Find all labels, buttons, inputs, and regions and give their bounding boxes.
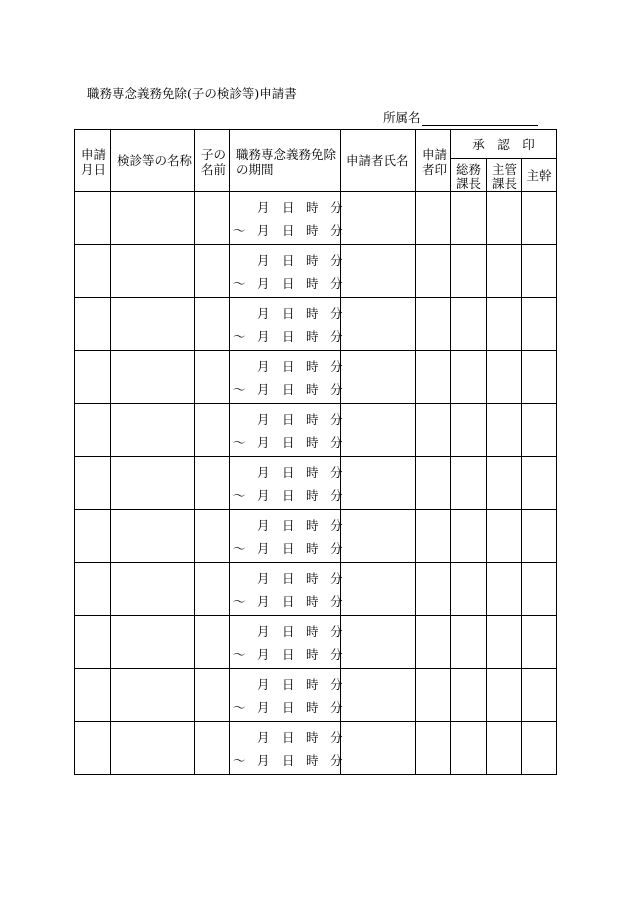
unit-hour: 時	[306, 594, 319, 609]
table-row	[75, 192, 557, 245]
unit-month: 月	[257, 465, 270, 480]
period-cell	[230, 510, 341, 563]
exam-name-cell[interactable]	[111, 616, 195, 669]
period-start-line[interactable]	[230, 198, 343, 215]
unit-month: 月	[257, 276, 270, 291]
exam-name-cell[interactable]	[111, 245, 195, 298]
general-manager-seal-cell[interactable]	[451, 563, 487, 616]
header-chief: 主幹	[522, 159, 557, 192]
unit-day: 日	[282, 329, 295, 344]
unit-hour: 時	[306, 253, 319, 268]
exam-name-cell[interactable]	[111, 669, 195, 722]
tilde-mark: ～	[233, 435, 246, 450]
table-row	[75, 457, 557, 510]
tilde-mark: ～	[233, 700, 246, 715]
period-end-line[interactable]	[230, 274, 343, 291]
unit-month: 月	[257, 435, 270, 450]
period-start-line[interactable]	[230, 675, 343, 692]
header-exam-name: 検診等の名称	[111, 130, 195, 192]
header-applicant-name: 申請者氏名	[341, 130, 416, 192]
child-name-cell[interactable]	[195, 192, 230, 245]
general-manager-seal-cell[interactable]	[451, 616, 487, 669]
unit-day: 日	[282, 624, 295, 639]
section-manager-seal-cell[interactable]	[487, 563, 522, 616]
table-row	[75, 351, 557, 404]
period-start-line[interactable]	[230, 463, 343, 480]
period-cell	[230, 351, 341, 404]
general-manager-seal-cell[interactable]	[451, 722, 487, 775]
seal-cell[interactable]	[416, 616, 451, 669]
unit-day: 日	[282, 730, 295, 745]
section-manager-seal-cell[interactable]	[487, 351, 522, 404]
unit-month: 月	[257, 541, 270, 556]
exam-name-cell[interactable]	[111, 510, 195, 563]
general-manager-seal-cell[interactable]	[451, 457, 487, 510]
unit-day: 日	[282, 677, 295, 692]
header-child-name-line1: 子の	[201, 147, 227, 162]
period-end-line[interactable]	[230, 221, 343, 238]
header-date	[75, 130, 111, 192]
unit-hour: 時	[306, 306, 319, 321]
period-cell	[230, 192, 341, 245]
unit-hour: 時	[306, 753, 319, 768]
tilde-mark: ～	[233, 541, 246, 556]
child-name-cell[interactable]	[195, 245, 230, 298]
unit-hour: 時	[306, 465, 319, 480]
child-name-cell[interactable]	[195, 404, 230, 457]
period-cell	[230, 563, 341, 616]
unit-minute: 分	[330, 435, 343, 450]
unit-hour: 時	[306, 223, 319, 238]
period-start-line[interactable]	[230, 410, 343, 427]
exam-name-cell[interactable]	[111, 192, 195, 245]
exam-name-cell[interactable]	[111, 457, 195, 510]
chief-seal-cell[interactable]	[522, 563, 557, 616]
unit-minute: 分	[330, 677, 343, 692]
affiliation-input-line[interactable]	[422, 111, 538, 126]
applicant-name-cell[interactable]	[341, 510, 416, 563]
tilde-mark: ～	[233, 382, 246, 397]
period-cell	[230, 298, 341, 351]
unit-month: 月	[257, 306, 270, 321]
period-cell	[230, 457, 341, 510]
general-manager-seal-cell[interactable]	[451, 510, 487, 563]
seal-cell[interactable]	[416, 245, 451, 298]
date-cell[interactable]	[75, 510, 111, 563]
unit-month: 月	[257, 253, 270, 268]
exam-name-cell[interactable]	[111, 404, 195, 457]
section-manager-seal-cell[interactable]	[487, 510, 522, 563]
period-end-line[interactable]	[230, 486, 343, 503]
header-child-name-line2: 名前	[201, 162, 227, 177]
period-end-line[interactable]	[230, 698, 343, 715]
unit-day: 日	[282, 223, 295, 238]
unit-day: 日	[282, 465, 295, 480]
unit-minute: 分	[330, 541, 343, 556]
unit-minute: 分	[330, 647, 343, 662]
date-cell[interactable]	[75, 192, 111, 245]
section-manager-seal-cell[interactable]	[487, 192, 522, 245]
unit-hour: 時	[306, 624, 319, 639]
unit-month: 月	[257, 488, 270, 503]
unit-hour: 時	[306, 435, 319, 450]
unit-hour: 時	[306, 382, 319, 397]
table-row	[75, 563, 557, 616]
unit-day: 日	[282, 359, 295, 374]
seal-cell[interactable]	[416, 192, 451, 245]
unit-month: 月	[257, 594, 270, 609]
unit-day: 日	[282, 382, 295, 397]
unit-hour: 時	[306, 700, 319, 715]
header-approval: 承 認 印	[451, 130, 557, 159]
general-manager-seal-cell[interactable]	[451, 245, 487, 298]
tilde-mark: ～	[233, 223, 246, 238]
unit-minute: 分	[330, 253, 343, 268]
table-row	[75, 404, 557, 457]
tilde-mark: ～	[233, 488, 246, 503]
exam-name-cell[interactable]	[111, 722, 195, 775]
form-title: 職務専念義務免除(子の検診等)申請書	[87, 86, 297, 101]
table-row	[75, 298, 557, 351]
unit-day: 日	[282, 412, 295, 427]
unit-hour: 時	[306, 488, 319, 503]
period-end-line[interactable]	[230, 380, 343, 397]
unit-minute: 分	[330, 223, 343, 238]
period-start-line[interactable]	[230, 357, 343, 374]
period-end-line[interactable]	[230, 539, 343, 556]
header-applicant-seal-line1: 申請	[422, 147, 448, 162]
section-manager-seal-cell[interactable]	[487, 457, 522, 510]
chief-seal-cell[interactable]	[522, 245, 557, 298]
date-cell[interactable]	[75, 616, 111, 669]
unit-minute: 分	[330, 276, 343, 291]
header-date-line2: 月日	[81, 162, 107, 177]
section-manager-seal-cell[interactable]	[487, 245, 522, 298]
unit-hour: 時	[306, 677, 319, 692]
unit-month: 月	[257, 518, 270, 533]
unit-day: 日	[282, 488, 295, 503]
unit-day: 日	[282, 253, 295, 268]
child-name-cell[interactable]	[195, 351, 230, 404]
unit-day: 日	[282, 518, 295, 533]
seal-cell[interactable]	[416, 298, 451, 351]
section-manager-seal-cell[interactable]	[487, 616, 522, 669]
unit-minute: 分	[330, 382, 343, 397]
seal-cell[interactable]	[416, 404, 451, 457]
table-row	[75, 722, 557, 775]
unit-minute: 分	[330, 753, 343, 768]
period-end-line[interactable]	[230, 433, 343, 450]
unit-minute: 分	[330, 488, 343, 503]
header-general-manager	[451, 159, 487, 192]
header-section-manager-line1: 主管	[492, 162, 518, 177]
unit-hour: 時	[306, 359, 319, 374]
applicant-name-cell[interactable]	[341, 563, 416, 616]
section-manager-seal-cell[interactable]	[487, 404, 522, 457]
unit-day: 日	[282, 700, 295, 715]
unit-minute: 分	[330, 518, 343, 533]
header-period-line2: の期間	[236, 162, 274, 177]
table-row	[75, 245, 557, 298]
header-applicant-seal-line2: 者印	[422, 162, 448, 177]
unit-hour: 時	[306, 412, 319, 427]
unit-day: 日	[282, 753, 295, 768]
date-cell[interactable]	[75, 669, 111, 722]
unit-month: 月	[257, 730, 270, 745]
unit-day: 日	[282, 594, 295, 609]
general-manager-seal-cell[interactable]	[451, 351, 487, 404]
child-name-cell[interactable]	[195, 563, 230, 616]
unit-month: 月	[257, 412, 270, 427]
unit-day: 日	[282, 571, 295, 586]
unit-minute: 分	[330, 329, 343, 344]
unit-hour: 時	[306, 541, 319, 556]
seal-cell[interactable]	[416, 351, 451, 404]
date-cell[interactable]	[75, 722, 111, 775]
unit-minute: 分	[330, 465, 343, 480]
unit-month: 月	[257, 677, 270, 692]
unit-month: 月	[257, 329, 270, 344]
applicant-name-cell[interactable]	[341, 616, 416, 669]
unit-month: 月	[257, 571, 270, 586]
unit-month: 月	[257, 200, 270, 215]
chief-seal-cell[interactable]	[522, 351, 557, 404]
unit-minute: 分	[330, 571, 343, 586]
general-manager-seal-cell[interactable]	[451, 192, 487, 245]
affiliation-label: 所属名	[383, 110, 421, 125]
exam-name-cell[interactable]	[111, 298, 195, 351]
exam-name-cell[interactable]	[111, 351, 195, 404]
period-cell	[230, 669, 341, 722]
period-cell	[230, 616, 341, 669]
affiliation-field	[383, 108, 538, 126]
chief-seal-cell[interactable]	[522, 510, 557, 563]
unit-month: 月	[257, 223, 270, 238]
applicant-name-cell[interactable]	[341, 298, 416, 351]
chief-seal-cell[interactable]	[522, 616, 557, 669]
unit-month: 月	[257, 382, 270, 397]
unit-hour: 時	[306, 571, 319, 586]
unit-hour: 時	[306, 647, 319, 662]
seal-cell[interactable]	[416, 563, 451, 616]
seal-cell[interactable]	[416, 669, 451, 722]
unit-day: 日	[282, 306, 295, 321]
unit-day: 日	[282, 435, 295, 450]
header-period	[230, 130, 341, 192]
unit-month: 月	[257, 753, 270, 768]
period-start-line[interactable]	[230, 251, 343, 268]
header-child-name	[195, 130, 230, 192]
application-table	[74, 129, 557, 775]
exam-name-cell[interactable]	[111, 563, 195, 616]
header-period-line1: 職務専念義務免除	[236, 147, 337, 162]
date-cell[interactable]	[75, 404, 111, 457]
applicant-name-cell[interactable]	[341, 404, 416, 457]
unit-hour: 時	[306, 518, 319, 533]
unit-month: 月	[257, 647, 270, 662]
applicant-name-cell[interactable]	[341, 245, 416, 298]
period-cell	[230, 404, 341, 457]
period-start-line[interactable]	[230, 516, 343, 533]
tilde-mark: ～	[233, 276, 246, 291]
section-manager-seal-cell[interactable]	[487, 722, 522, 775]
general-manager-seal-cell[interactable]	[451, 669, 487, 722]
header-section-manager-line2: 課長	[492, 176, 518, 191]
unit-hour: 時	[306, 730, 319, 745]
table-row	[75, 616, 557, 669]
child-name-cell[interactable]	[195, 298, 230, 351]
general-manager-seal-cell[interactable]	[451, 404, 487, 457]
unit-day: 日	[282, 200, 295, 215]
unit-minute: 分	[330, 359, 343, 374]
chief-seal-cell[interactable]	[522, 298, 557, 351]
seal-cell[interactable]	[416, 722, 451, 775]
unit-day: 日	[282, 541, 295, 556]
child-name-cell[interactable]	[195, 457, 230, 510]
period-start-line[interactable]	[230, 304, 343, 321]
unit-hour: 時	[306, 276, 319, 291]
chief-seal-cell[interactable]	[522, 192, 557, 245]
section-manager-seal-cell[interactable]	[487, 669, 522, 722]
header-section-manager	[487, 159, 522, 192]
unit-day: 日	[282, 647, 295, 662]
applicant-name-cell[interactable]	[341, 192, 416, 245]
unit-month: 月	[257, 359, 270, 374]
seal-cell[interactable]	[416, 457, 451, 510]
period-end-line[interactable]	[230, 751, 343, 768]
section-manager-seal-cell[interactable]	[487, 298, 522, 351]
child-name-cell[interactable]	[195, 669, 230, 722]
chief-seal-cell[interactable]	[522, 669, 557, 722]
period-start-line[interactable]	[230, 569, 343, 586]
unit-minute: 分	[330, 594, 343, 609]
period-start-line[interactable]	[230, 728, 343, 745]
tilde-mark: ～	[233, 594, 246, 609]
tilde-mark: ～	[233, 753, 246, 768]
date-cell[interactable]	[75, 351, 111, 404]
chief-seal-cell[interactable]	[522, 722, 557, 775]
chief-seal-cell[interactable]	[522, 457, 557, 510]
unit-minute: 分	[330, 200, 343, 215]
header-general-manager-line2: 課長	[456, 176, 482, 191]
period-cell	[230, 245, 341, 298]
unit-minute: 分	[330, 412, 343, 427]
date-cell[interactable]	[75, 563, 111, 616]
date-cell[interactable]	[75, 245, 111, 298]
unit-month: 月	[257, 624, 270, 639]
unit-minute: 分	[330, 306, 343, 321]
date-cell[interactable]	[75, 457, 111, 510]
applicant-name-cell[interactable]	[341, 351, 416, 404]
seal-cell[interactable]	[416, 510, 451, 563]
header-general-manager-line1: 総務	[456, 162, 482, 177]
chief-seal-cell[interactable]	[522, 404, 557, 457]
period-start-line[interactable]	[230, 622, 343, 639]
unit-minute: 分	[330, 730, 343, 745]
unit-day: 日	[282, 276, 295, 291]
header-applicant-seal	[416, 130, 451, 192]
tilde-mark: ～	[233, 329, 246, 344]
table-row	[75, 669, 557, 722]
table-row	[75, 510, 557, 563]
general-manager-seal-cell[interactable]	[451, 298, 487, 351]
period-end-line[interactable]	[230, 592, 343, 609]
unit-minute: 分	[330, 624, 343, 639]
date-cell[interactable]	[75, 298, 111, 351]
unit-minute: 分	[330, 700, 343, 715]
unit-month: 月	[257, 700, 270, 715]
unit-hour: 時	[306, 200, 319, 215]
header-date-line1: 申請	[81, 147, 107, 162]
applicant-name-cell[interactable]	[341, 722, 416, 775]
tilde-mark: ～	[233, 647, 246, 662]
applicant-name-cell[interactable]	[341, 457, 416, 510]
period-end-line[interactable]	[230, 327, 343, 344]
child-name-cell[interactable]	[195, 722, 230, 775]
child-name-cell[interactable]	[195, 616, 230, 669]
child-name-cell[interactable]	[195, 510, 230, 563]
period-cell	[230, 722, 341, 775]
period-end-line[interactable]	[230, 645, 343, 662]
unit-hour: 時	[306, 329, 319, 344]
applicant-name-cell[interactable]	[341, 669, 416, 722]
